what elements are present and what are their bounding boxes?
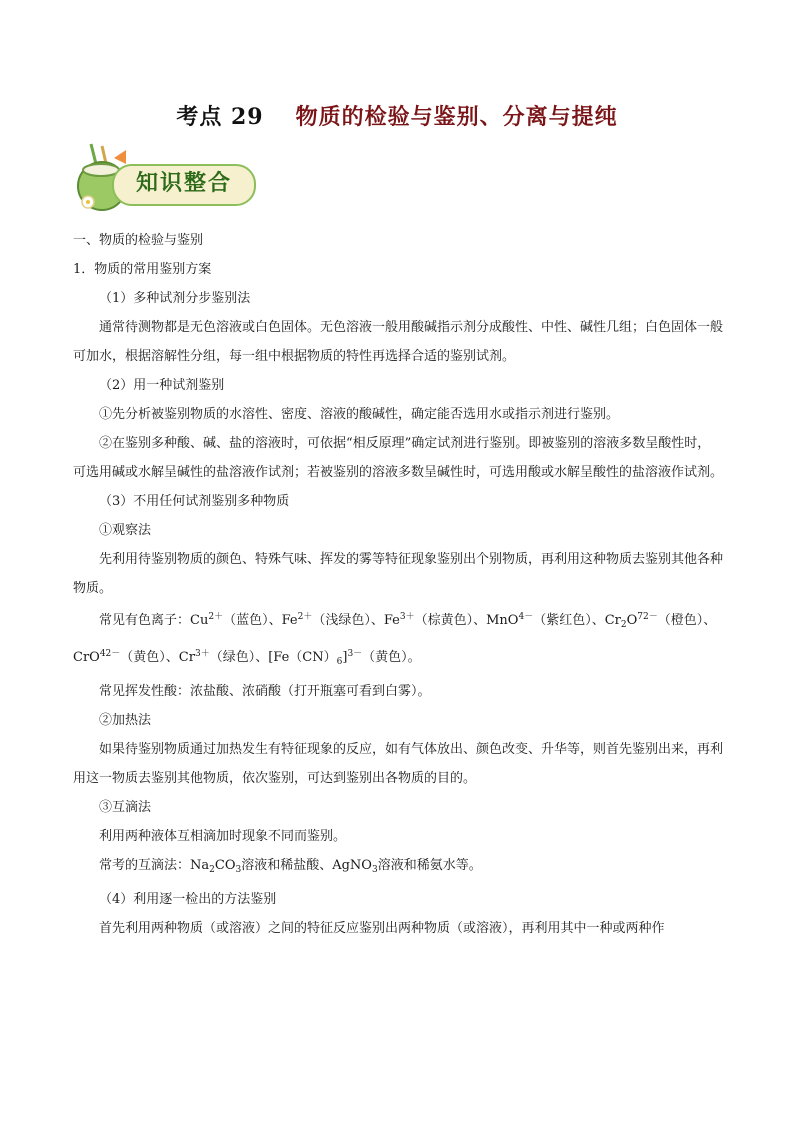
drip-sub-2: 3 xyxy=(235,865,242,875)
drip-agno: 溶液和稀盐酸、AgNO xyxy=(241,858,372,873)
paragraph-5: 如果待鉴别物质通过加热发生有特征现象的反应，如有气体放出、颜色改变、升华等，则首先鉴别出来，再利用这一物质去鉴别其他物质，依次鉴别，可达到鉴别出各物质的目的。 xyxy=(73,742,724,786)
ion-mno4: MnO xyxy=(486,613,519,628)
paragraph-3: ②在鉴别多种酸、碱、盐的溶液时，可依据“相反原理”确定试剂进行鉴别。即被鉴别的溶液多数呈酸性时，可选用碱或水解呈碱性的盐溶液作试剂；若被鉴别的溶液多数呈碱性时，可选用酸或水解呈酸性的盐溶液作试剂。 xyxy=(73,436,724,480)
page-title xyxy=(0,100,794,131)
ion-fe3-charge: 3＋ xyxy=(399,612,415,622)
volatile-acids: 常见挥发性酸：浓盐酸、浓硝酸（打开瓶塞可看到白雾）。 xyxy=(99,684,431,699)
ion-cro4-charge: 42－ xyxy=(99,649,121,659)
subheading-2: （2）用一种试剂鉴别 xyxy=(99,378,225,393)
ion-cro4: CrO xyxy=(73,650,100,665)
heading-2: 1．物质的常用鉴别方案 xyxy=(73,262,212,277)
document-body xyxy=(73,226,723,943)
ion-cr2o7-charge: 72－ xyxy=(637,612,658,622)
drip-examples xyxy=(73,851,723,885)
subheading-3: （3）不用任何试剂鉴别多种物质 xyxy=(99,494,290,509)
badge-label: 知识整合 xyxy=(136,171,233,196)
ion-cr3: Cr xyxy=(178,650,195,665)
ion-fe3: Fe xyxy=(383,613,400,628)
title-main: 物质的检验与鉴别、分离与提纯 xyxy=(295,104,618,130)
ion-cu-charge: 2＋ xyxy=(208,612,224,622)
drip-end: 溶液和稀氨水等。 xyxy=(377,858,482,873)
ion-fe2-charge: 2＋ xyxy=(297,612,313,622)
paragraph-4: 先利用待鉴别物质的颜色、特殊气味、挥发的雾等特征现象鉴别出个别物质，再利用这种物质去鉴别其他各种物质。 xyxy=(73,552,724,596)
ion-cr2o7-sub: 2 xyxy=(620,620,627,630)
ion-cu-color: （蓝色）、 xyxy=(223,613,282,628)
method-mutual-drip: ③互滴法 xyxy=(99,800,152,815)
ion-fe2: Fe xyxy=(281,613,298,628)
ion-fecn6-charge: 3－ xyxy=(347,649,363,659)
ion-fecn6: [Fe（CN） xyxy=(268,650,337,665)
paragraph-1: 通常待测物都是无色溶液或白色固体。无色溶液一般用酸碱指示剂分成酸性、中性、碱性几组；白色固体一般可加水，根据溶解性分组，每一组中根据物质的特性再选择合适的鉴别试剂。 xyxy=(73,320,724,364)
ion-cr3-charge: 3＋ xyxy=(194,649,210,659)
ion-cr3-color: （绿色）、 xyxy=(209,650,269,665)
section-badge xyxy=(74,142,256,212)
ion-cr2o7-o: O xyxy=(626,613,638,628)
drip-lead: 常考的互滴法：Na xyxy=(99,858,210,873)
ion-fe2-color: （浅绿色）、 xyxy=(312,613,384,628)
subheading-1: （1）多种试剂分步鉴别法 xyxy=(99,291,251,306)
colored-ions-line xyxy=(73,603,723,677)
ion-mno4-charge: 4－ xyxy=(518,612,534,622)
ion-fecn6-sub: 6 xyxy=(336,657,343,667)
ion-fe3-color: （棕黄色）、 xyxy=(414,613,487,628)
ion-cr2o7-color: （橙色）、 xyxy=(657,613,717,628)
heading-1: 一、物质的检验与鉴别 xyxy=(73,233,204,248)
ion-cu: Cu xyxy=(190,613,209,628)
ions-lead: 常见有色离子： xyxy=(99,613,191,628)
method-observe: ①观察法 xyxy=(99,523,152,538)
ion-fecn6-close: ] xyxy=(342,650,348,665)
paragraph-2: ①先分析被鉴别物质的水溶性、密度、溶液的酸碱性，确定能否选用水或指示剂进行鉴别。 xyxy=(99,407,620,422)
drip-sub-3: 3 xyxy=(371,865,378,875)
paragraph-7: 首先利用两种物质（或溶液）之间的特征反应鉴别出两种物质（或溶液），再利用其中一种或两种作 xyxy=(99,921,665,936)
ion-mno4-color: （紫红色）、 xyxy=(533,613,605,628)
ion-cro4-color: （黄色）、 xyxy=(120,650,179,665)
ion-fecn6-color: （黄色）。 xyxy=(362,650,421,665)
subheading-4: （4）利用逐一检出的方法鉴别 xyxy=(99,892,277,907)
paragraph-6: 利用两种液体互相滴加时现象不同而鉴别。 xyxy=(99,829,347,844)
drip-sub-1: 2 xyxy=(209,865,215,875)
drip-co: CO xyxy=(214,858,236,873)
method-heating: ②加热法 xyxy=(99,713,152,728)
ion-cr2o7: Cr xyxy=(604,613,621,628)
title-number: 考点 29 xyxy=(176,104,264,130)
